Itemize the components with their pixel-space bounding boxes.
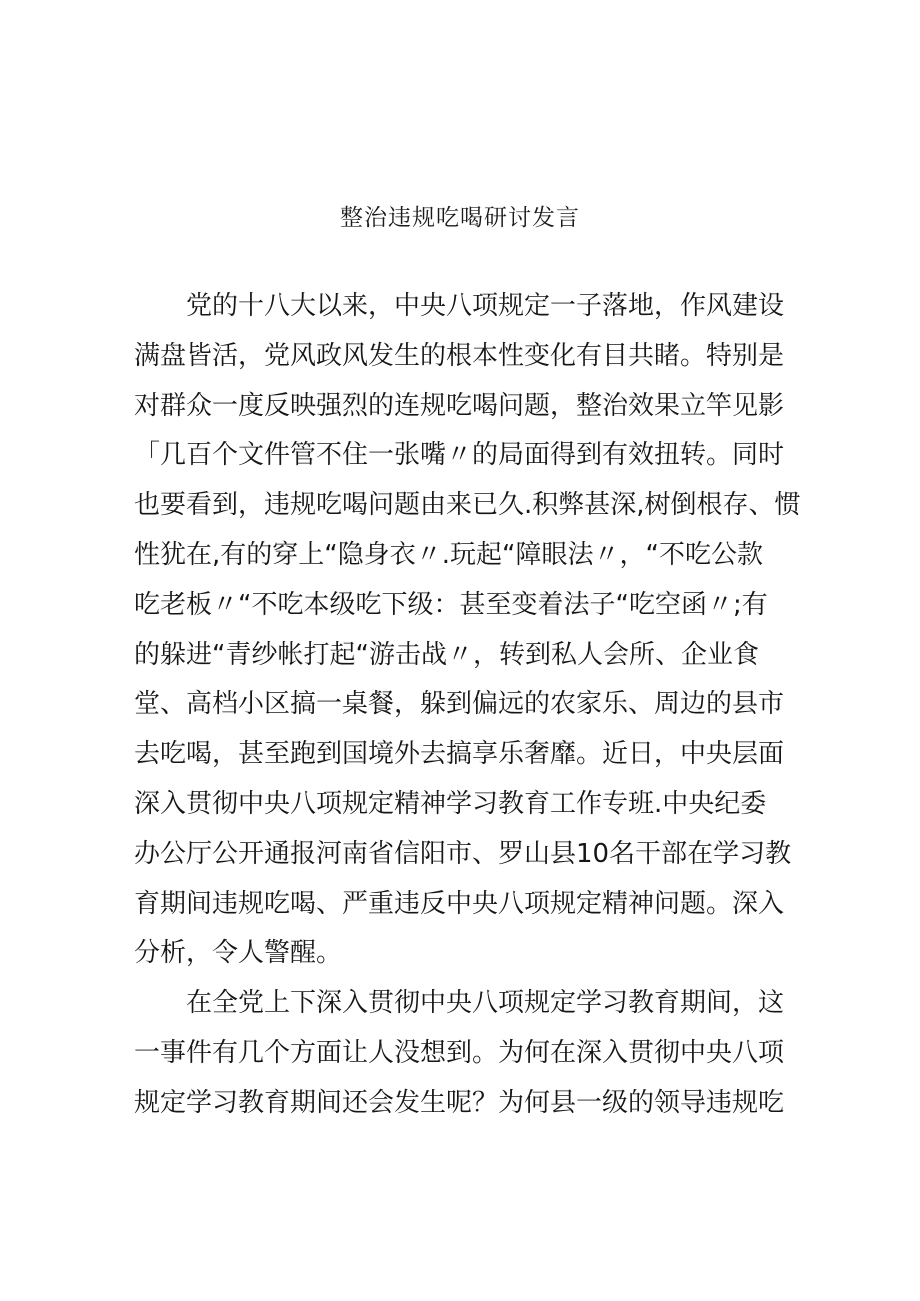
paragraph-1-line-8: 的躲进“青纱帐打起“游击战〃，转到私人会所、企业食 (134, 639, 759, 670)
document-body (134, 282, 801, 1129)
document-title: 整治违规吃喝研讨发言 (340, 205, 580, 231)
paragraph-1-line-4: 「几百个文件管不住一张嘴〃的局面得到有效扭转。同时 (134, 440, 785, 471)
paragraph-1-line-1: 党的十八大以来，中央八项规定一子落地，作风建设 (186, 291, 785, 321)
paragraph-1-line-2: 满盘皆活，党风政风发生的根本性变化有目共睹。特别是 (134, 340, 785, 371)
paragraph-2-line-1: 在全党上下深入贯彻中央八项规定学习教育期间，这 (186, 988, 785, 1019)
paragraph-2-line-2: 一事件有几个方面让人没想到。为何在深入贯彻中央八项 (134, 1037, 785, 1068)
paragraph-1-line-14: 分析，令人警醒。 (134, 938, 343, 969)
paragraph-1-line-9: 堂、高档小区搞一桌餐，躲到偏远的农家乐、周边的县市 (134, 689, 785, 720)
paragraph-2-line-3: 规定学习教育期间还会发生呢？为何县一级的领导违规吃 (134, 1087, 785, 1118)
paragraph-1-line-11: 深入贯彻中央八项规定精神学习教育工作专班.中央纪委 (134, 788, 767, 819)
paragraph-1-line-12: 办公厅公开通报河南省信阳市、罗山县10名干部在学习教 (134, 838, 792, 869)
paragraph-1-line-3: 对群众一度反映强烈的连规吃喝问题，整治效果立竿见影 (134, 390, 785, 421)
paragraph-1-line-7: 吃老板〃“不吃本级吃下级：甚至变着法子“吃空函〃;有 (134, 589, 768, 620)
paragraph-1-line-6: 性犹在,有的穿上“隐身衣〃.玩起“障眼法〃，“不吃公款 (134, 539, 763, 570)
paragraph-1-line-10: 去吃喝，甚至跑到国境外去搞享乐奢靡。近日，中央层面 (134, 739, 785, 770)
paragraph-1-line-5: 也要看到，违规吃喝问题由来已久.积弊甚深,树倒根存、惯 (134, 490, 801, 521)
paragraph-1-line-13: 育期间违规吃喝、严重违反中央八项规定精神问题。深入 (134, 888, 785, 919)
